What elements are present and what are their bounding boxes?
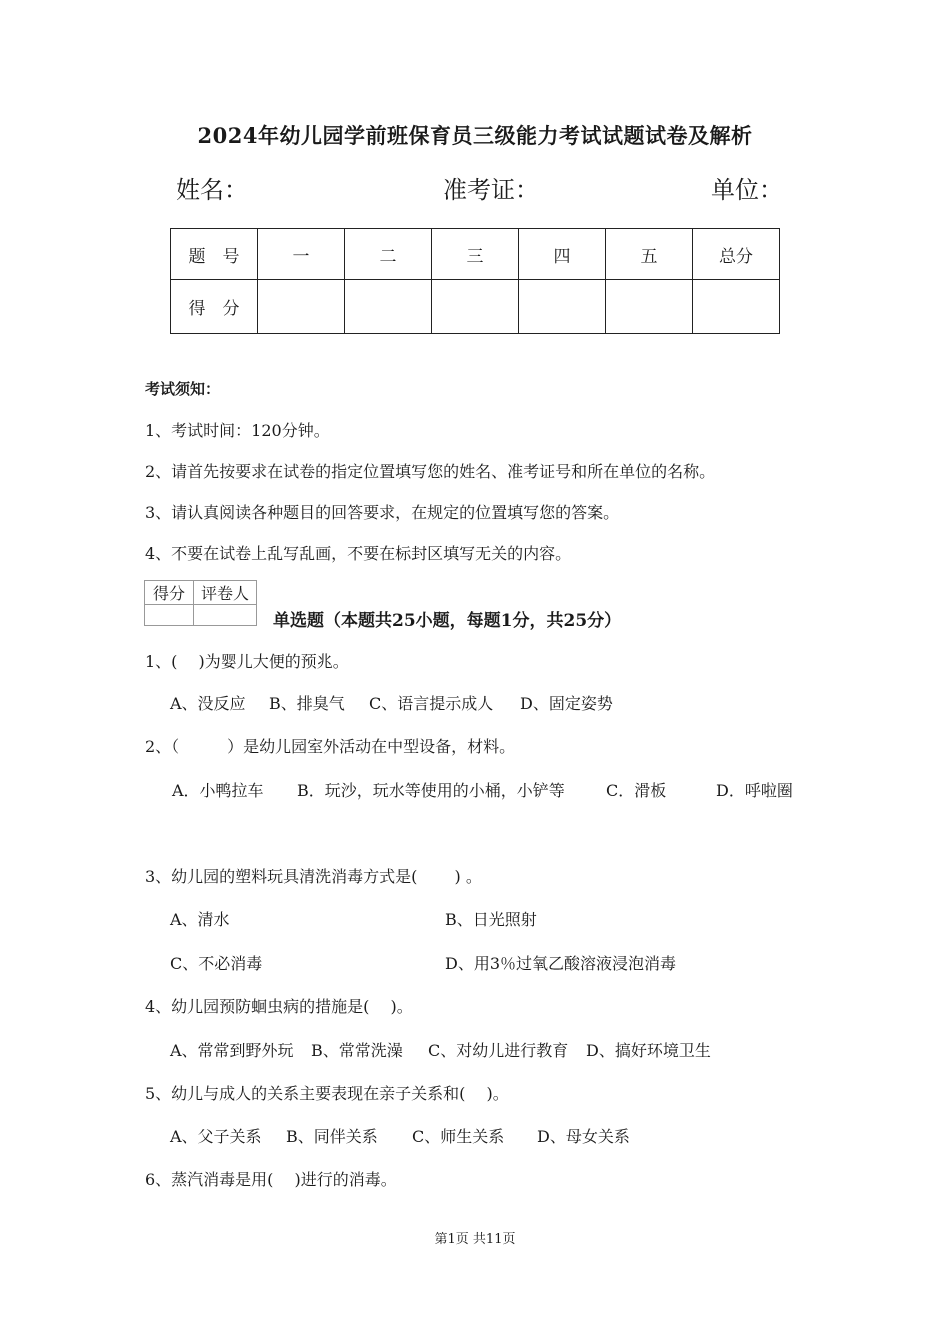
score-entry-cell[interactable] — [345, 280, 432, 334]
answer-option: A．小鸭拉车 — [172, 781, 264, 800]
answer-option: C、不必消毒 — [170, 954, 263, 973]
name-field-label: 姓名： — [176, 176, 248, 204]
question-stem: 1、( )为婴儿大便的预兆。 — [145, 652, 349, 671]
answer-option: C．滑板 — [606, 781, 667, 800]
score-header-cell: 一 — [258, 229, 345, 280]
answer-option: C、对幼儿进行教育 — [428, 1041, 569, 1060]
exam-number-field-label: 准考证： — [443, 176, 539, 204]
score-entry-cell[interactable] — [519, 280, 606, 334]
section-title: 单选题（本题共25小题，每题1分，共25分） — [273, 611, 622, 631]
score-row-label: 得 分 — [171, 280, 258, 334]
question-stem: 2、（ ）是幼儿园室外活动在中型设备，材料。 — [145, 737, 516, 756]
score-table-score-row — [171, 280, 780, 334]
question-stem: 5、幼儿与成人的关系主要表现在亲子关系和( )。 — [145, 1084, 509, 1103]
grader-score-label: 得分 — [145, 581, 194, 605]
answer-option: A、没反应 — [170, 694, 246, 713]
answer-option: B、日光照射 — [445, 910, 537, 929]
answer-option: B、排臭气 — [269, 694, 345, 713]
answer-option: A、清水 — [170, 910, 230, 929]
answer-option: D．呼啦圈 — [716, 781, 793, 800]
score-entry-cell[interactable] — [258, 280, 345, 334]
answer-option: D、搞好环境卫生 — [586, 1041, 711, 1060]
answer-option: B、同伴关系 — [286, 1127, 378, 1146]
answer-option: D、用3％过氧乙酸溶液浸泡消毒 — [445, 954, 677, 973]
answer-option: C、师生关系 — [412, 1127, 505, 1146]
question-stem: 6、蒸汽消毒是用( )进行的消毒。 — [145, 1170, 397, 1189]
notice-item: 2、请首先按要求在试卷的指定位置填写您的姓名、准考证号和所在单位的名称。 — [145, 462, 716, 481]
answer-option: D、母女关系 — [537, 1127, 630, 1146]
answer-option: A、常常到野外玩 — [170, 1041, 294, 1060]
score-header-cell: 二 — [345, 229, 432, 280]
score-entry-cell[interactable] — [693, 280, 780, 334]
score-entry-cell[interactable] — [432, 280, 519, 334]
notice-item: 4、不要在试卷上乱写乱画，不要在标封区填写无关的内容。 — [145, 544, 572, 563]
grader-box — [144, 580, 257, 626]
score-header-cell: 五 — [606, 229, 693, 280]
page-title: 2024年幼儿园学前班保育员三级能力考试试题试卷及解析 — [197, 123, 753, 148]
page-footer: 第1页 共11页 — [434, 1232, 516, 1247]
grader-score-cell[interactable] — [145, 605, 194, 626]
grader-reviewer-cell[interactable] — [194, 605, 257, 626]
answer-option: D、固定姿势 — [520, 694, 613, 713]
notice-item: 1、考试时间：120分钟。 — [145, 421, 330, 440]
score-header-cell: 三 — [432, 229, 519, 280]
unit-field-label: 单位： — [711, 176, 783, 204]
score-header-cell: 总分 — [693, 229, 780, 280]
answer-option: B、常常洗澡 — [311, 1041, 403, 1060]
notice-heading: 考试须知： — [145, 380, 221, 398]
question-stem: 3、幼儿园的塑料玩具清洗消毒方式是( ) 。 — [145, 867, 482, 886]
answer-option: A、父子关系 — [170, 1127, 262, 1146]
answer-option: C、语言提示成人 — [369, 694, 494, 713]
score-header-cell: 题 号 — [171, 229, 258, 280]
notice-item: 3、请认真阅读各种题目的回答要求，在规定的位置填写您的答案。 — [145, 503, 620, 522]
score-table — [170, 228, 780, 334]
question-stem: 4、幼儿园预防蛔虫病的措施是( )。 — [145, 997, 413, 1016]
score-entry-cell[interactable] — [606, 280, 693, 334]
score-header-cell: 四 — [519, 229, 606, 280]
grader-reviewer-label: 评卷人 — [194, 581, 257, 605]
score-table-header-row — [171, 229, 780, 280]
answer-option: B．玩沙，玩水等使用的小桶，小铲等 — [297, 781, 565, 800]
